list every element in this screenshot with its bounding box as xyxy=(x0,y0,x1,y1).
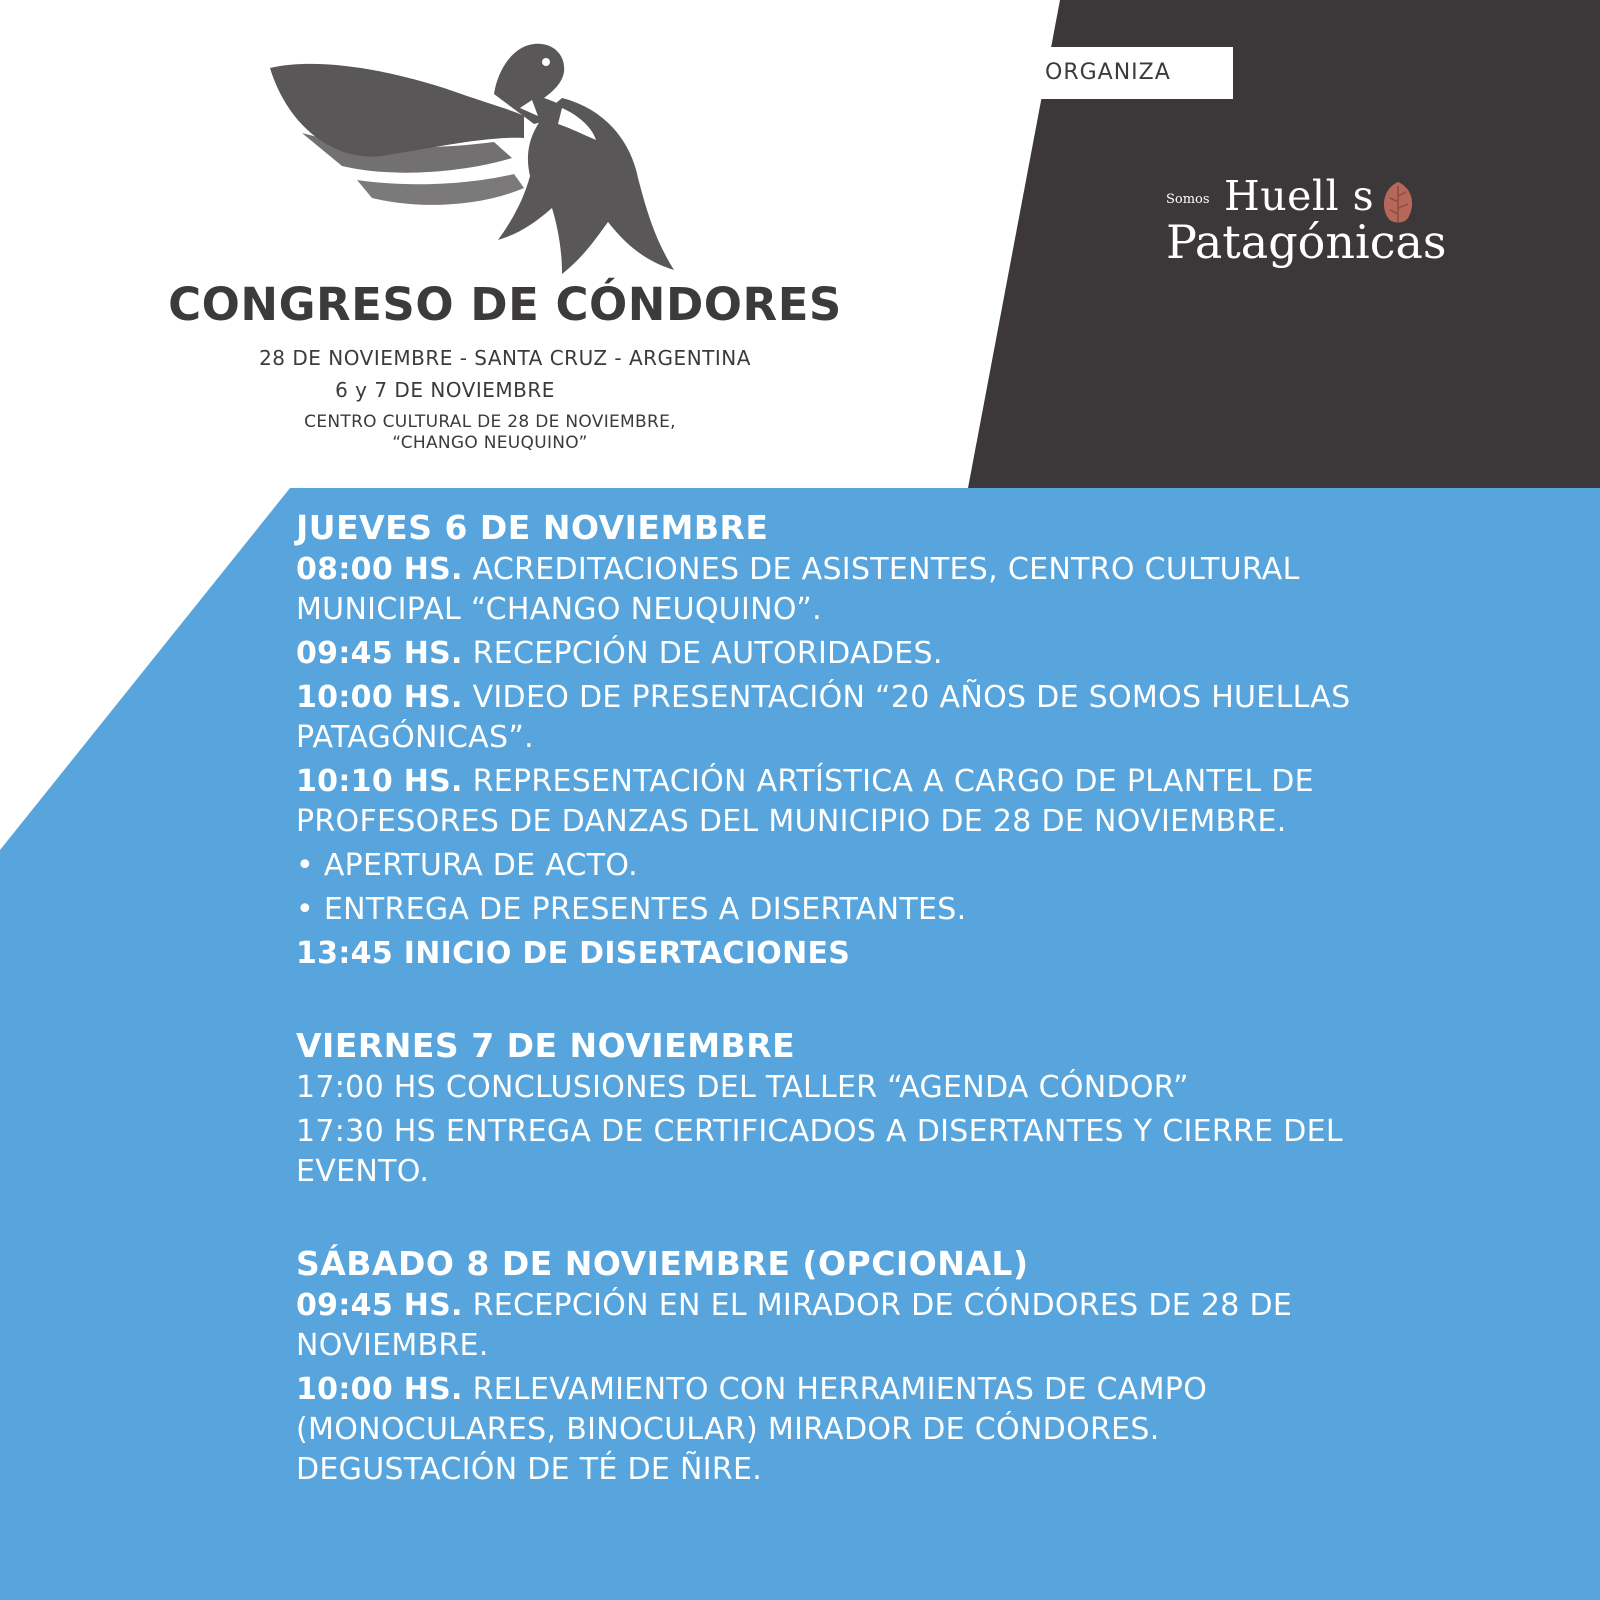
schedule-entry xyxy=(296,846,1576,886)
venue-line: “CHANGO NEUQUINO” xyxy=(392,433,588,453)
schedule-entry xyxy=(296,634,1576,674)
brand-somos: Somos xyxy=(1166,192,1210,207)
entry-time: 10:00 HS. xyxy=(296,1372,463,1407)
schedule-entry xyxy=(296,934,1576,974)
event-title: CONGRESO DE CÓNDORES xyxy=(168,278,842,331)
entry-text: RECEPCIÓN EN EL MIRADOR DE CÓNDORES DE 28 DE xyxy=(462,1288,1293,1323)
entry-text: • ENTREGA DE PRESENTES A DISERTANTES. xyxy=(296,892,967,927)
schedule-entry xyxy=(296,1370,1576,1490)
day-section xyxy=(296,506,1576,974)
brand-patagonicas: Patagónicas xyxy=(1166,215,1447,269)
schedule-entry xyxy=(296,1112,1576,1192)
event-dates: 6 y 7 DE NOVIEMBRE xyxy=(335,378,555,402)
brand-huellas: Huell s xyxy=(1224,172,1375,220)
organiza-label: ORGANIZA xyxy=(1023,47,1233,99)
entry-text: NOVIEMBRE. xyxy=(296,1328,489,1363)
entry-time: 08:00 HS. xyxy=(296,552,463,587)
entry-text: ACREDITACIONES DE ASISTENTES, CENTRO CULTURAL xyxy=(462,552,1300,587)
entry-text: (MONOCULARES, BINOCULAR) MIRADOR DE CÓNDORES. xyxy=(296,1412,1160,1447)
entry-text: RELEVAMIENTO CON HERRAMIENTAS DE CAMPO xyxy=(462,1372,1208,1407)
event-location: 28 DE NOVIEMBRE - SANTA CRUZ - ARGENTINA xyxy=(259,346,751,370)
schedule-entry xyxy=(296,550,1576,630)
entry-time: 09:45 HS. xyxy=(296,636,463,671)
entry-text: EVENTO. xyxy=(296,1154,430,1189)
entry-text: MUNICIPAL “CHANGO NEUQUINO”. xyxy=(296,592,822,627)
day-section xyxy=(296,1024,1576,1192)
entry-text: DEGUSTACIÓN DE TÉ DE ÑIRE. xyxy=(296,1452,763,1487)
entry-text: PROFESORES DE DANZAS DEL MUNICIPIO DE 28 DE NOVIEMBRE. xyxy=(296,804,1287,839)
organizer-logo xyxy=(1166,172,1496,283)
schedule-entry xyxy=(296,1286,1576,1366)
entry-text: RECEPCIÓN DE AUTORIDADES. xyxy=(462,636,943,671)
entry-time: 10:10 HS. xyxy=(296,764,463,799)
entry-text: • APERTURA DE ACTO. xyxy=(296,848,638,883)
entry-text: REPRESENTACIÓN ARTÍSTICA A CARGO DE PLANTEL DE xyxy=(462,764,1314,799)
day-section xyxy=(296,1242,1576,1490)
venue-line: CENTRO CULTURAL DE 28 DE NOVIEMBRE, xyxy=(304,412,676,432)
schedule-entry xyxy=(296,1068,1576,1108)
entry-time: 10:00 HS. xyxy=(296,680,463,715)
entry-text: 17:00 HS CONCLUSIONES DEL TALLER “AGENDA CÓNDOR” xyxy=(296,1070,1189,1105)
entry-text: PATAGÓNICAS”. xyxy=(296,720,534,755)
day-heading: JUEVES 6 DE NOVIEMBRE xyxy=(296,508,769,547)
schedule xyxy=(296,506,1576,1494)
entry-text: VIDEO DE PRESENTACIÓN “20 AÑOS DE SOMOS HUELLAS xyxy=(462,680,1351,715)
entry-time: 13:45 xyxy=(296,936,393,971)
event-venue xyxy=(160,412,820,454)
entry-text: INICIO DE DISERTACIONES xyxy=(393,936,851,971)
day-heading: SÁBADO 8 DE NOVIEMBRE (OPCIONAL) xyxy=(296,1244,1029,1283)
condor-logo-icon xyxy=(262,38,698,278)
entry-time: 09:45 HS. xyxy=(296,1288,463,1323)
schedule-entry xyxy=(296,678,1576,758)
schedule-entry xyxy=(296,890,1576,930)
day-heading: VIERNES 7 DE NOVIEMBRE xyxy=(296,1026,796,1065)
entry-text: 17:30 HS ENTREGA DE CERTIFICADOS A DISERTANTES Y CIERRE DEL xyxy=(296,1114,1343,1149)
schedule-entry xyxy=(296,762,1576,842)
